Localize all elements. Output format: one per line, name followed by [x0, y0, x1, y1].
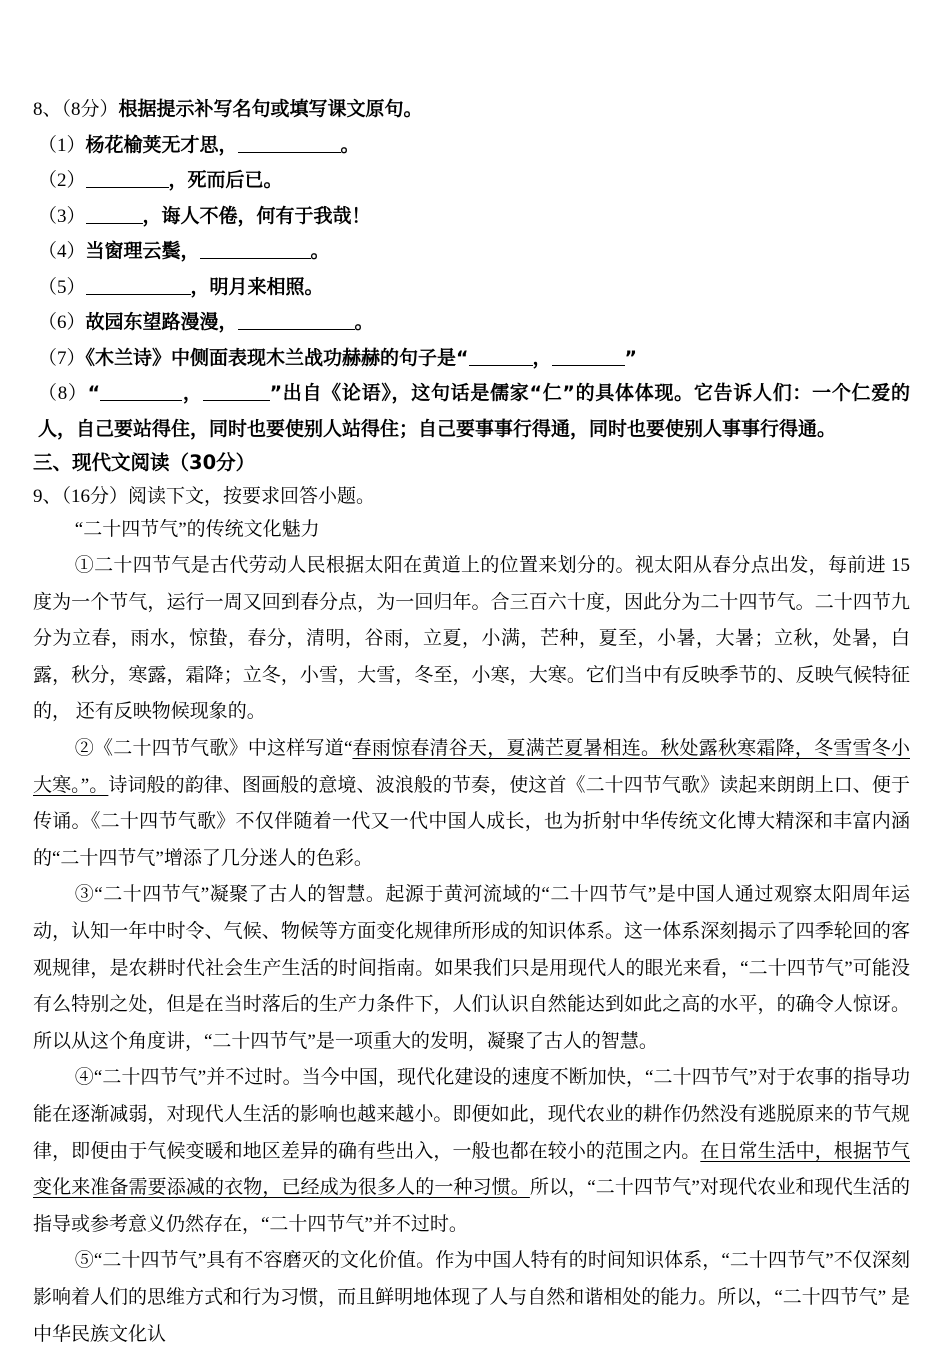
fill-in-item: （3） ，诲人不倦，何有于我哉！ — [33, 199, 910, 235]
fill-in-item: （1）杨花榆荚无才思， 。 — [33, 128, 910, 164]
answer-blank — [86, 210, 143, 224]
passage-paragraph: ①二十四节气是古代劳动人民根据太阳在黄道上的位置来划分的。视太阳从春分点出发，每前进 15 度为一个节气，运行一周又回到春分点，为一回归年。合三百六十度，因此分为二十四节气。二十四节九分为立春，雨水，惊蛰，春分，清明，谷雨，立夏，小满，芒种，夏至，小暑，大暑；立秋，处暑，白露，秋分，寒露，霜降；立冬，小雪，大雪，冬至，小寒，大寒。它们当中有反映季节的、反映气候特征的， 还有反映物候现象的。 — [33, 548, 910, 731]
fill-in-item: （7）《木兰诗》中侧面表现木兰战功赫赫的句子是“ ， ” — [33, 341, 910, 377]
item-number: （1） — [38, 135, 86, 156]
item-number: （8） — [38, 383, 88, 404]
passage-paragraph: ④“二十四节气”并不过时。当今中国，现代化建设的速度不断加快，“二十四节气”对于农事的指导功能在逐渐减弱，对现代人生活的影响也越来越小。即便如此，现代农业的耕作仍然没有逃脱原来的节气规律，即便由于气候变暖和地区差异的确有些出入，一般也都在较小的范围之内。在日常生活中，根据节气变化来准备需要添减的衣物，已经成为很多人的一种习惯。所以，“二十四节气”对现代农业和现代生活的指导或参考意义仍然存在，“二十四节气”并不过时。 — [33, 1060, 910, 1243]
question9-prompt: 阅读下文，按要求回答小题。 — [128, 486, 375, 507]
underlined-text: 在日常生活中，根据节气变化来准备需要添减的衣物，已经成为很多人的一种习惯。 — [33, 1141, 910, 1199]
question8-score: （8分） — [62, 99, 119, 120]
question8-header — [33, 92, 910, 128]
fill-in-item: （4）当窗理云鬓， 。 — [33, 234, 910, 270]
reading-passage — [33, 512, 910, 1353]
passage-body — [33, 548, 910, 1353]
answer-blank — [238, 316, 355, 330]
item-number: （2） — [38, 170, 86, 191]
answer-blank — [200, 245, 311, 259]
item-number: （6） — [38, 312, 86, 333]
fill-in-item: （8）“ ， ”出自《论语》，这句话是儒家“仁”的具体体现。它告诉人们：一个仁爱的人，自己要站得住，同时也要使别人站得住；自己要事事行得通，同时也要使别人事事行得通。 — [33, 376, 910, 446]
answer-blank — [86, 281, 191, 295]
item-number: （7） — [38, 348, 86, 369]
fill-in-item: （5） ，明月来相照。 — [33, 270, 910, 306]
fill-in-item: （6）故园东望路漫漫， 。 — [33, 305, 910, 341]
question8-items — [33, 128, 910, 447]
item-number: （3） — [38, 206, 86, 227]
passage-paragraph: ②《二十四节气歌》中这样写道“春雨惊春清谷天，夏满芒夏暑相连。秋处露秋寒霜降，冬雪雪冬小大寒。”。诗词般的韵律、图画般的意境、波浪般的节奏，使这首《二十四节气歌》读起来朗朗上口、便于传诵。《二十四节气歌》不仅伴随着一代又一代中国人成长，也为折射中华传统文化博大精深和丰富内涵的“二十四节气”增添了几分迷人的色彩。 — [33, 731, 910, 877]
answer-blank — [238, 139, 341, 153]
passage-paragraph: ⑤“二十四节气”具有不容磨灭的文化价值。作为中国人特有的时间知识体系，“二十四节气”不仅深刻影响着人们的思维方式和行为习惯，而且鲜明地体现了人与自然和谐相处的能力。所以，“二十四节气” 是中华民族文化认 — [33, 1243, 910, 1353]
question9-score: （16分） — [62, 486, 129, 507]
answer-blank — [100, 387, 182, 401]
section3-header: 三、现代文阅读（30分） — [33, 446, 910, 481]
passage-paragraph: ③“二十四节气”凝聚了古人的智慧。起源于黄河流域的“二十四节气”是中国人通过观察太阳周年运动，认知一年中时令、气候、物候等方面变化规律所形成的知识体系。这一体系深刻揭示了四季轮回的客观规律，是农耕时代社会生产生活的时间指南。如果我们只是用现代人的眼光来看，“二十四节气”可能没有么特别之处，但是在当时落后的生产力条件下，人们认识自然能达到如此之高的水平，的确令人惊讶。所以从这个角度讲，“二十四节气”是一项重大的发明，凝聚了古人的智慧。 — [33, 877, 910, 1060]
item-number: （5） — [38, 277, 86, 298]
question9-number: 9、 — [33, 486, 62, 507]
answer-blank — [552, 352, 625, 366]
answer-blank — [203, 387, 270, 401]
underlined-text: 春雨惊春清谷天，夏满芒夏暑相连。秋处露秋寒霜降，冬雪雪冬小大寒。”。 — [33, 738, 910, 796]
question8-number: 8、 — [33, 99, 62, 120]
question8-prompt: 根据提示补写名句或填写课文原句。 — [119, 98, 423, 120]
fill-in-item: （2） ，死而后已。 — [33, 163, 910, 199]
item-number: （4） — [38, 241, 86, 262]
answer-blank — [469, 352, 533, 366]
question9-header — [33, 481, 910, 512]
answer-blank — [86, 174, 169, 188]
passage-title: “二十四节气”的传统文化魅力 — [33, 512, 910, 549]
